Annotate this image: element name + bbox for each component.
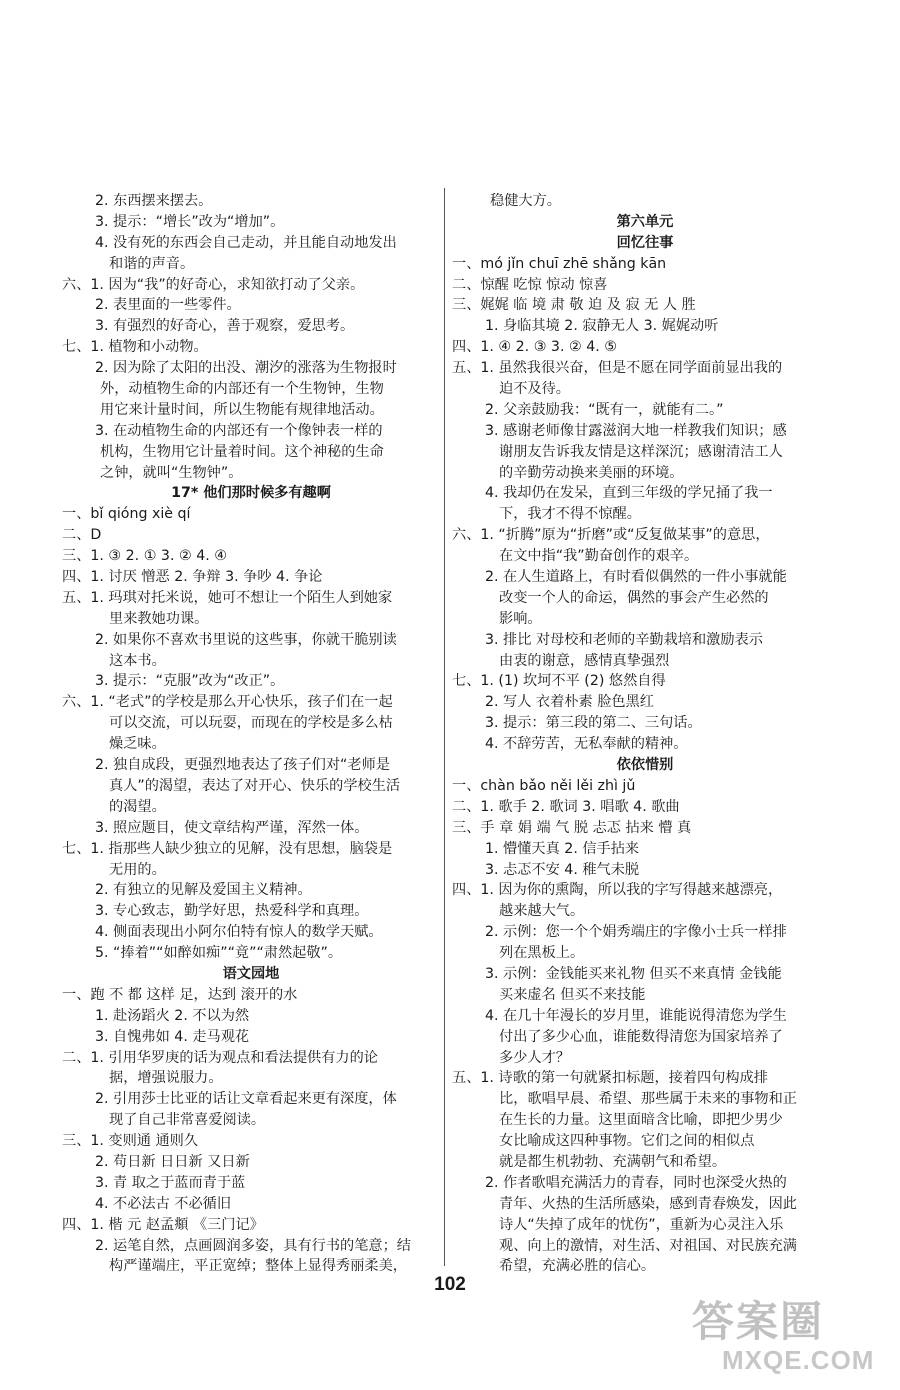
answer-line: 越来越大气。 bbox=[499, 903, 585, 920]
answer-line: 构严谨端庄，平正宽绰；整体上显得秀丽柔美， bbox=[109, 1258, 407, 1275]
section-heading: 17* 他们那时候多有趣啊 bbox=[171, 485, 331, 502]
answer-line: 七、1. 指那些人缺少独立的见解，没有思想，脑袋是 bbox=[62, 840, 393, 857]
answer-line: 六、1. “折腾”原为“折磨”或“反复做某事”的意思， bbox=[452, 527, 770, 544]
answer-line: 3. 有强烈的好奇心，善于观察，爱思考。 bbox=[95, 318, 355, 335]
answer-line: 3. 提示：“增长”改为“增加”。 bbox=[95, 213, 285, 230]
answer-line: 四、1. 因为你的熏陶，所以我的字写得越来越漂亮， bbox=[452, 882, 783, 899]
answer-line: 机构，生物用它计量着时间。这个神秘的生命 bbox=[100, 443, 384, 460]
answer-line: 下，我才不得不惊醒。 bbox=[499, 506, 641, 523]
answer-line: 3. 专心致志，勤学好思，热爱科学和真理。 bbox=[95, 903, 369, 920]
answer-line: 3. 提示：“克服”改为“改正”。 bbox=[95, 673, 285, 690]
watermark-logo-text: 答案圈 bbox=[692, 1297, 825, 1346]
answer-line: 三、1. ③ 2. ① 3. ② 4. ④ bbox=[62, 548, 227, 565]
answer-line: 3. 忐忑不安 4. 稚气未脱 bbox=[485, 861, 640, 878]
left-column bbox=[62, 191, 440, 1277]
answer-line: 4. 侧面表现出小阿尔伯特有惊人的数学天赋。 bbox=[95, 924, 383, 941]
answer-line: 2. 示例：您一个个娟秀端庄的字像小士兵一样排 bbox=[485, 924, 787, 941]
answer-line: 2. 表里面的一些零件。 bbox=[95, 297, 241, 314]
answer-line: 2. 如果你不喜欢书里说的这些事，你就干脆别读 bbox=[95, 631, 397, 648]
answer-line: 四、1. 讨厌 憎恶 2. 争辩 3. 争吵 4. 争论 bbox=[62, 569, 323, 586]
answer-line: 3. 排比 对母校和老师的辛勤栽培和激励表示 bbox=[485, 631, 763, 648]
answer-line: 就是都生机勃勃、充满朝气和希望。 bbox=[499, 1153, 727, 1170]
answer-line: 谢朋友告诉我友情是这样深沉；感谢清洁工人 bbox=[499, 443, 783, 460]
answer-line: 4. 没有死的东西会自己走动，并且能自动地发出 bbox=[95, 234, 397, 251]
answer-line: 3. 示例：金钱能买来礼物 但买不来真情 金钱能 bbox=[485, 965, 782, 982]
answer-line: 2. 父亲鼓励我：“既有一，就能有二。” bbox=[485, 401, 724, 418]
section-heading: 语文园地 bbox=[222, 965, 280, 982]
answer-line: 六、1. 因为“我”的好奇心，求知欲打动了父亲。 bbox=[62, 276, 365, 293]
answer-line: 的渴望。 bbox=[109, 798, 166, 815]
answer-line: 和谐的声音。 bbox=[109, 255, 195, 272]
answer-line: 买来虚名 但买不来技能 bbox=[499, 986, 646, 1003]
answer-line: 无用的。 bbox=[109, 861, 166, 878]
answer-line: 一、chàn bǎo něi lěi zhì jǔ bbox=[452, 777, 636, 794]
answer-line: 3. 感谢老师像甘露滋润大地一样教我们知识；感 bbox=[485, 422, 787, 439]
answer-line: 希望，充满必胜的信心。 bbox=[499, 1258, 656, 1275]
answer-line: 六、1. “老式”的学校是那么开心快乐，孩子们在一起 bbox=[62, 694, 393, 711]
section-heading: 回忆往事 bbox=[616, 234, 674, 251]
answer-line: 四、1. ④ 2. ③ 3. ② 4. ⑤ bbox=[452, 339, 617, 356]
answer-line: 影响。 bbox=[499, 610, 542, 627]
answer-line: 五、1. 玛琪对托米说，她可不想让一个陌生人到她家 bbox=[62, 589, 393, 606]
answer-line: 五、1. 诗歌的第一句就紧扣标题，接着四句构成排 bbox=[452, 1070, 768, 1087]
answer-line: 3. 在动植物生命的内部还有一个像钟表一样的 bbox=[95, 422, 383, 439]
answer-line: 列在黑板上。 bbox=[499, 945, 585, 962]
section-heading: 依依惜别 bbox=[616, 757, 674, 774]
answer-line: 2. 有独立的见解及爱国主义精神。 bbox=[95, 882, 312, 899]
answer-line: 女比喻成这四种事物。它们之间的相似点 bbox=[499, 1133, 755, 1150]
answer-line: 由衷的谢意，感情真挚强烈 bbox=[499, 652, 670, 669]
answer-line: 青年、火热的生活所感染，感到青春焕发，因此 bbox=[499, 1195, 797, 1212]
answer-line: 真人”的渴望，表达了对开心、快乐的学校生活 bbox=[109, 777, 401, 794]
answer-line: 三、1. 变则通 通则久 bbox=[62, 1133, 199, 1150]
answer-line: 七、1. (1) 坎坷不平 (2) 悠然自得 bbox=[452, 673, 666, 690]
answer-line: 外，动植物生命的内部还有一个生物钟，生物 bbox=[100, 381, 384, 398]
answer-line: 比，歌唱早晨、希望、那些属于未来的事物和正 bbox=[499, 1091, 797, 1108]
column-divider bbox=[444, 188, 445, 1266]
answer-line: 诗人“失掉了成年的忧伤”，重新为心灵注入乐 bbox=[499, 1216, 784, 1233]
answer-line: 这本书。 bbox=[109, 652, 166, 669]
answer-line: 观、向上的激情，对生活、对祖国、对民族充满 bbox=[499, 1237, 797, 1254]
answer-line: 5. “捧着”“如醉如痴”“竟”“肃然起敬”。 bbox=[95, 945, 343, 962]
answer-line: 3. 照应题目，使文章结构严谨，浑然一体。 bbox=[95, 819, 369, 836]
answer-line: 4. 不必法古 不必循旧 bbox=[95, 1195, 232, 1212]
answer-line: 三、手 章 娟 端 气 脱 忐忑 拈来 懵 真 bbox=[452, 819, 692, 836]
answer-line: 二、惊醒 吃惊 惊动 惊喜 bbox=[452, 276, 608, 293]
answer-line: 2. 写人 衣着朴素 脸色黑红 bbox=[485, 694, 654, 711]
answer-line: 一、跑 不 都 这样 足，达到 滚开的水 bbox=[62, 986, 298, 1003]
answer-line: 在文中指“我”勤奋创作的艰辛。 bbox=[499, 548, 699, 565]
answer-line: 迫不及待。 bbox=[499, 381, 570, 398]
answer-line: 现了自己非常喜爱阅读。 bbox=[109, 1112, 266, 1129]
answer-line: 燥乏味。 bbox=[109, 736, 166, 753]
answer-line: 4. 不辞劳苦，无私奉献的精神。 bbox=[485, 736, 688, 753]
answer-line: 据，增强说服力。 bbox=[109, 1070, 223, 1087]
answer-line: 二、1. 歌手 2. 歌词 3. 唱歌 4. 歌曲 bbox=[452, 798, 680, 815]
answer-line: 二、1. 引用华罗庚的话为观点和看法提供有力的论 bbox=[62, 1049, 378, 1066]
page-number: 102 bbox=[434, 1274, 466, 1295]
answer-line: 1. 赴汤蹈火 2. 不以为然 bbox=[95, 1007, 250, 1024]
answer-line: 3. 自愧弗如 4. 走马观花 bbox=[95, 1028, 250, 1045]
answer-line: 三、娓娓 临 境 肃 敬 迫 及 寂 无 人 胜 bbox=[452, 297, 696, 314]
answer-line: 3. 青 取之于蓝而青于蓝 bbox=[95, 1174, 246, 1191]
answer-line: 2. 运笔自然，点画圆润多姿，具有行书的笔意；结 bbox=[95, 1237, 411, 1254]
answer-line: 改变一个人的命运，偶然的事会产生必然的 bbox=[499, 589, 769, 606]
right-column bbox=[452, 191, 838, 1277]
answer-line: 2. 引用莎士比亚的话让文章看起来更有深度，体 bbox=[95, 1091, 397, 1108]
answer-line: 多少人才？ bbox=[499, 1049, 570, 1066]
watermark-logo bbox=[692, 1289, 892, 1384]
answer-line: 一、bǐ qióng xiè qí bbox=[62, 506, 191, 523]
answer-line: 在生长的力量。这里面暗含比喻，即把少男少 bbox=[499, 1112, 783, 1129]
answer-line: 的辛勤劳动换来美丽的环境。 bbox=[499, 464, 684, 481]
answer-line: 2. 在人生道路上，有时看似偶然的一件小事就能 bbox=[485, 569, 787, 586]
answer-line: 2. 独自成段，更强烈地表达了孩子们对“老师是 bbox=[95, 757, 390, 774]
answer-line: 可以交流，可以玩耍，而现在的学校是多么枯 bbox=[109, 715, 393, 732]
answer-line: 付出了多少心血，谁能数得清您为国家培养了 bbox=[499, 1028, 783, 1045]
answer-line: 4. 在几十年漫长的岁月里，谁能说得清您为学生 bbox=[485, 1007, 787, 1024]
section-heading: 第六单元 bbox=[616, 213, 674, 230]
answer-line: 4. 我却仍在发呆，直到三年级的学兄捅了我一 bbox=[485, 485, 773, 502]
answer-line: 之钟，就叫“生物钟”。 bbox=[100, 464, 243, 481]
answer-line: 1. 懵懂天真 2. 信手拈来 bbox=[485, 840, 640, 857]
answer-line: 二、D bbox=[62, 527, 102, 544]
answer-line: 1. 身临其境 2. 寂静无人 3. 娓娓动听 bbox=[485, 318, 719, 335]
answer-line: 稳健大方。 bbox=[490, 193, 561, 209]
answer-line: 用它来计量时间，所以生物能有规律地活动。 bbox=[100, 401, 384, 418]
answer-line: 一、mó jǐn chuī zhē shǎng kān bbox=[452, 255, 667, 272]
watermark-url: MXQE.COM bbox=[722, 1345, 875, 1375]
answer-line: 2. 因为除了太阳的出没、潮汐的涨落为生物报时 bbox=[95, 360, 397, 377]
answer-line: 七、1. 植物和小动物。 bbox=[62, 339, 208, 356]
answer-line: 2. 作者歌唱充满活力的青春，同时也深受火热的 bbox=[485, 1174, 787, 1191]
answer-line: 3. 提示：第三段的第二、三句话。 bbox=[485, 715, 702, 732]
answer-line: 2. 苟日新 日日新 又日新 bbox=[95, 1153, 250, 1170]
answer-line: 2. 东西摆来摆去。 bbox=[95, 193, 213, 209]
answer-line: 四、1. 楷 元 赵孟頫 《三门记》 bbox=[62, 1216, 264, 1233]
answer-line: 里来教她功课。 bbox=[109, 610, 209, 627]
answer-line: 五、1. 虽然我很兴奋，但是不愿在同学面前显出我的 bbox=[452, 360, 783, 377]
